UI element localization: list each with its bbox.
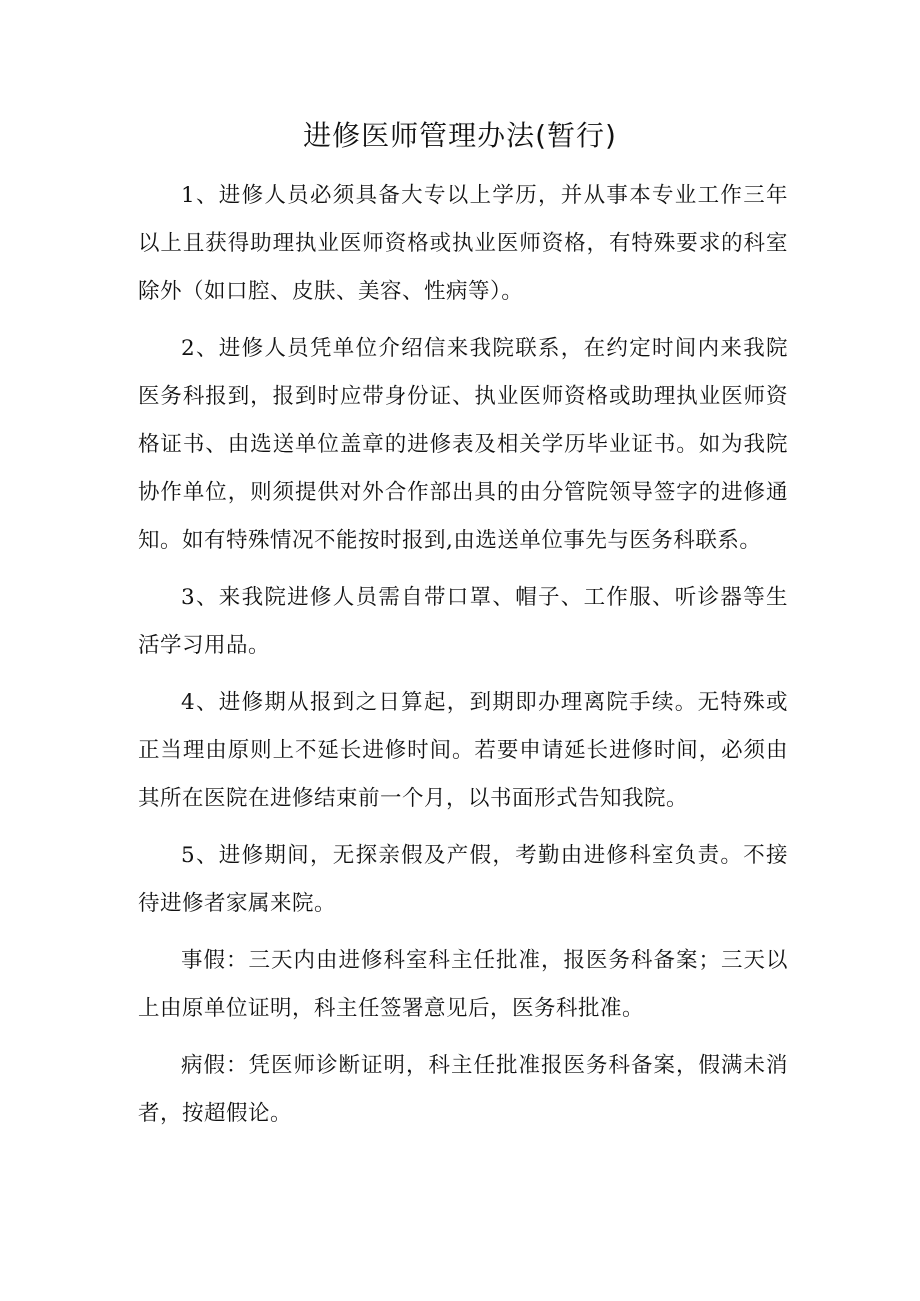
paragraph-5: 5、进修期间，无探亲假及产假，考勤由进修科室负责。不接待进修者家属来院。: [138, 843, 788, 916]
document-title: 进修医师管理办法(暂行): [303, 119, 617, 152]
paragraph-sick-leave: 病假：凭医师诊断证明，科主任批准报医务科备案，假满未消者，按超假论。: [138, 1053, 788, 1126]
document-body: [138, 172, 788, 1138]
paragraph-2: 2、进修人员凭单位介绍信来我院联系，在约定时间内来我院医务科报到，报到时应带身份证、执业医师资格或助理执业医师资格证书、由选送单位盖章的进修表及相关学历毕业证书。如为我院协作单位，则须提供对外合作部出具的由分管院领导签字的进修通知。如有特殊情况不能按时报到,由选送单位事先与医务科联系。: [138, 336, 788, 553]
paragraph-3: 3、来我院进修人员需自带口罩、帽子、工作服、听诊器等生活学习用品。: [138, 585, 788, 658]
paragraph-1: 1、进修人员必须具备大专以上学历，并从事本专业工作三年以上且获得助理执业医师资格或执业医师资格，有特殊要求的科室除外（如口腔、皮肤、美容、性病等）。: [138, 183, 788, 304]
paragraph-4: 4、进修期从报到之日算起，到期即办理离院手续。无特殊或正当理由原则上不延长进修时间。若要申请延长进修时间，必须由其所在医院在进修结束前一个月，以书面形式告知我院。: [138, 690, 788, 811]
paragraph-personal-leave: 事假：三天内由进修科室科主任批准，报医务科备案；三天以上由原单位证明，科主任签署意见后，医务科批准。: [138, 948, 788, 1021]
